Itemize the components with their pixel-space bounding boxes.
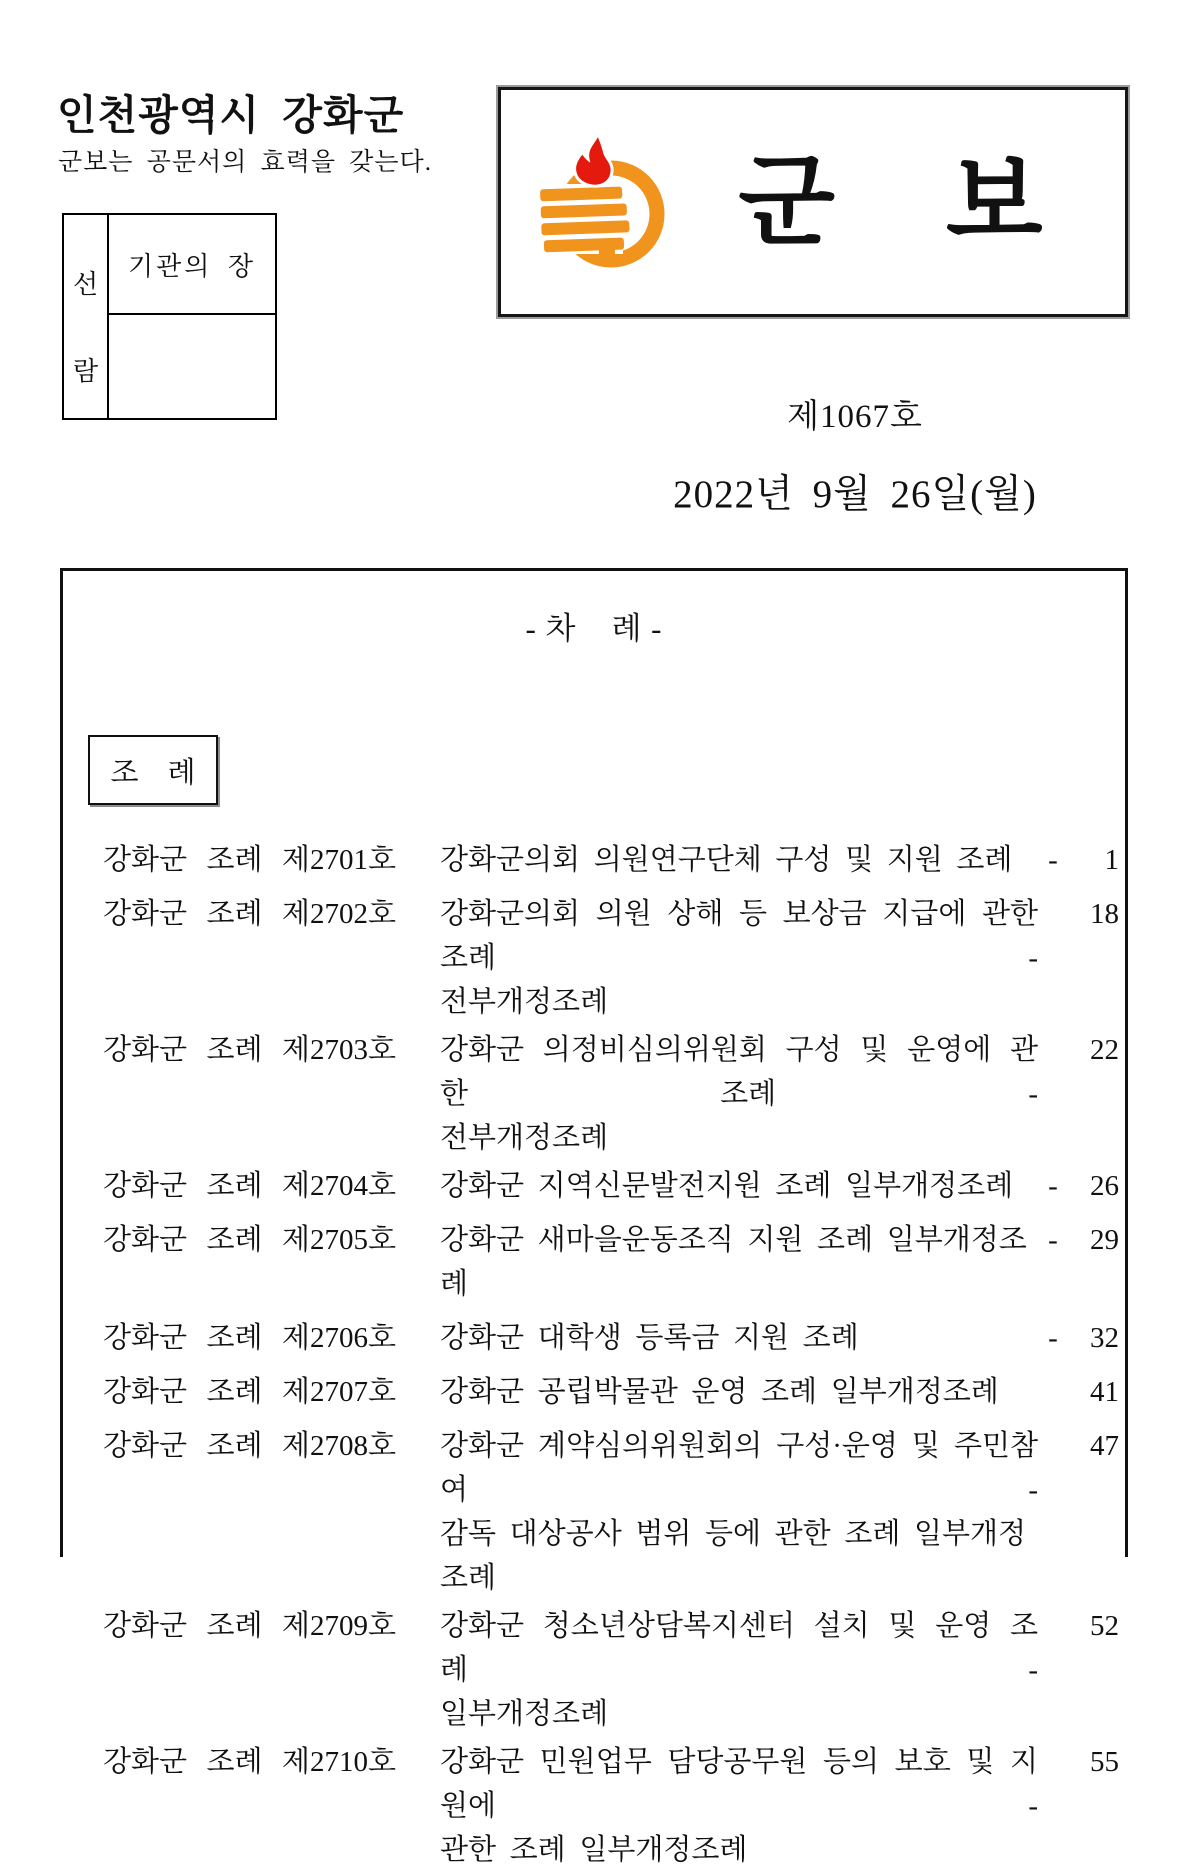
toc-entry <box>103 1370 1119 1414</box>
page-number: 22 <box>1090 1034 1119 1066</box>
ordinance-title: 강화군 지역신문발전지원 조례 일부개정조례 <box>440 1170 1014 1202</box>
approval-side-char-ram: 람 <box>72 356 99 386</box>
page-dash <box>1038 1740 1068 1872</box>
masthead-subtitle: 군보는 공문서의 효력을 갖는다. <box>58 149 432 176</box>
county-emblem-logo <box>541 132 666 272</box>
page-dash: - <box>1048 1170 1058 1202</box>
toc-entry <box>103 1028 1119 1160</box>
toc-entry <box>103 838 1119 882</box>
ordinance-title: 강화군의회 의원 상해 등 보상금 지급에 관한 조례 - 전부개정조례 <box>440 898 1038 1018</box>
emblem-stem <box>599 244 615 262</box>
toc-entry <box>103 1316 1119 1360</box>
ordinance-number: 강화군 조례 제2706호 <box>103 1322 396 1354</box>
toc-entry-list <box>103 838 1119 1876</box>
page-dash <box>1038 1424 1068 1600</box>
toc-entry <box>103 1164 1119 1208</box>
page-number: 47 <box>1090 1430 1119 1462</box>
ordinance-number: 강화군 조례 제2702호 <box>103 898 396 930</box>
page-number: 29 <box>1090 1224 1119 1256</box>
page-number: 18 <box>1090 898 1119 930</box>
ordinance-title: 강화군 의정비심의위원회 구성 및 운영에 관한 조례 - 전부개정조례 <box>440 1034 1038 1154</box>
page-number: 52 <box>1090 1610 1119 1642</box>
toc-entry <box>103 1604 1119 1736</box>
toc-entry <box>103 1424 1119 1600</box>
issue-number: 제1067호 <box>787 399 923 435</box>
ordinance-number: 강화군 조례 제2705호 <box>103 1224 396 1256</box>
page-number: 32 <box>1090 1322 1119 1354</box>
ordinance-title: 강화군 대학생 등록금 지원 조례 <box>440 1322 859 1354</box>
ordinance-number: 강화군 조례 제2704호 <box>103 1170 396 1202</box>
issue-info <box>600 390 1110 519</box>
ordinance-number: 강화군 조례 제2701호 <box>103 844 396 876</box>
approval-side-label <box>64 215 109 418</box>
emblem-flame <box>575 134 612 186</box>
page-dash: - <box>1048 844 1058 876</box>
approval-side-char-seon: 선 <box>72 269 99 299</box>
ordinance-title: 강화군 민원업무 담당공무원 등의 보호 및 지원에 - 관한 조례 일부개정조례 <box>440 1746 1038 1866</box>
toc-box <box>60 568 1128 1866</box>
ordinance-number: 강화군 조례 제2703호 <box>103 1034 396 1066</box>
page-dash: - <box>1048 1322 1058 1354</box>
gazette-title-box <box>498 87 1128 317</box>
ordinance-title: 강화군 새마을운동조직 지원 조례 일부개정조례 <box>440 1224 1027 1300</box>
page-dash <box>1038 1370 1068 1414</box>
page-number: 55 <box>1090 1746 1119 1778</box>
ordinance-number: 강화군 조례 제2707호 <box>103 1376 396 1408</box>
page-dash: - <box>1048 1224 1058 1256</box>
approval-main-column <box>109 215 275 418</box>
section-label-ordinance: 조 례 <box>88 735 218 805</box>
ordinance-title: 강화군 계약심의위원회의 구성·운영 및 주민참여 - 감독 대상공사 범위 등에 관한 조례 일부개정조례 <box>440 1430 1038 1594</box>
page-title: 인천광역시 강화군 <box>57 92 405 138</box>
signature-empty-cell <box>109 315 275 418</box>
ordinance-title: 강화군의회 의원연구단체 구성 및 지원 조례 <box>440 844 1013 876</box>
ordinance-number: 강화군 조례 제2708호 <box>103 1430 396 1462</box>
ordinance-title: 강화군 공립박물관 운영 조례 일부개정조례 <box>440 1376 999 1408</box>
page-number: 26 <box>1090 1170 1119 1202</box>
ordinance-number: 강화군 조례 제2709호 <box>103 1610 396 1642</box>
approval-stamp-table <box>62 213 277 420</box>
head-of-institution-cell: 기관의 장 <box>109 215 275 315</box>
ordinance-title: 강화군 청소년상담복지센터 설치 및 운영 조례 - 일부개정조례 <box>440 1610 1038 1730</box>
toc-entry <box>103 1740 1119 1872</box>
page-dash <box>1038 1028 1068 1160</box>
ordinance-number: 강화군 조례 제2710호 <box>103 1746 396 1778</box>
page-dash <box>1038 1604 1068 1736</box>
toc-title: - 차 례 - <box>525 611 663 646</box>
issue-date: 2022년 9월 26일(월) <box>673 473 1037 516</box>
page-number: 41 <box>1090 1376 1119 1408</box>
gazette-title: 군 보 <box>738 146 1043 258</box>
toc-entry <box>103 892 1119 1024</box>
page-dash <box>1038 892 1068 1024</box>
page-number: 1 <box>1104 844 1119 876</box>
toc-entry <box>103 1218 1119 1306</box>
